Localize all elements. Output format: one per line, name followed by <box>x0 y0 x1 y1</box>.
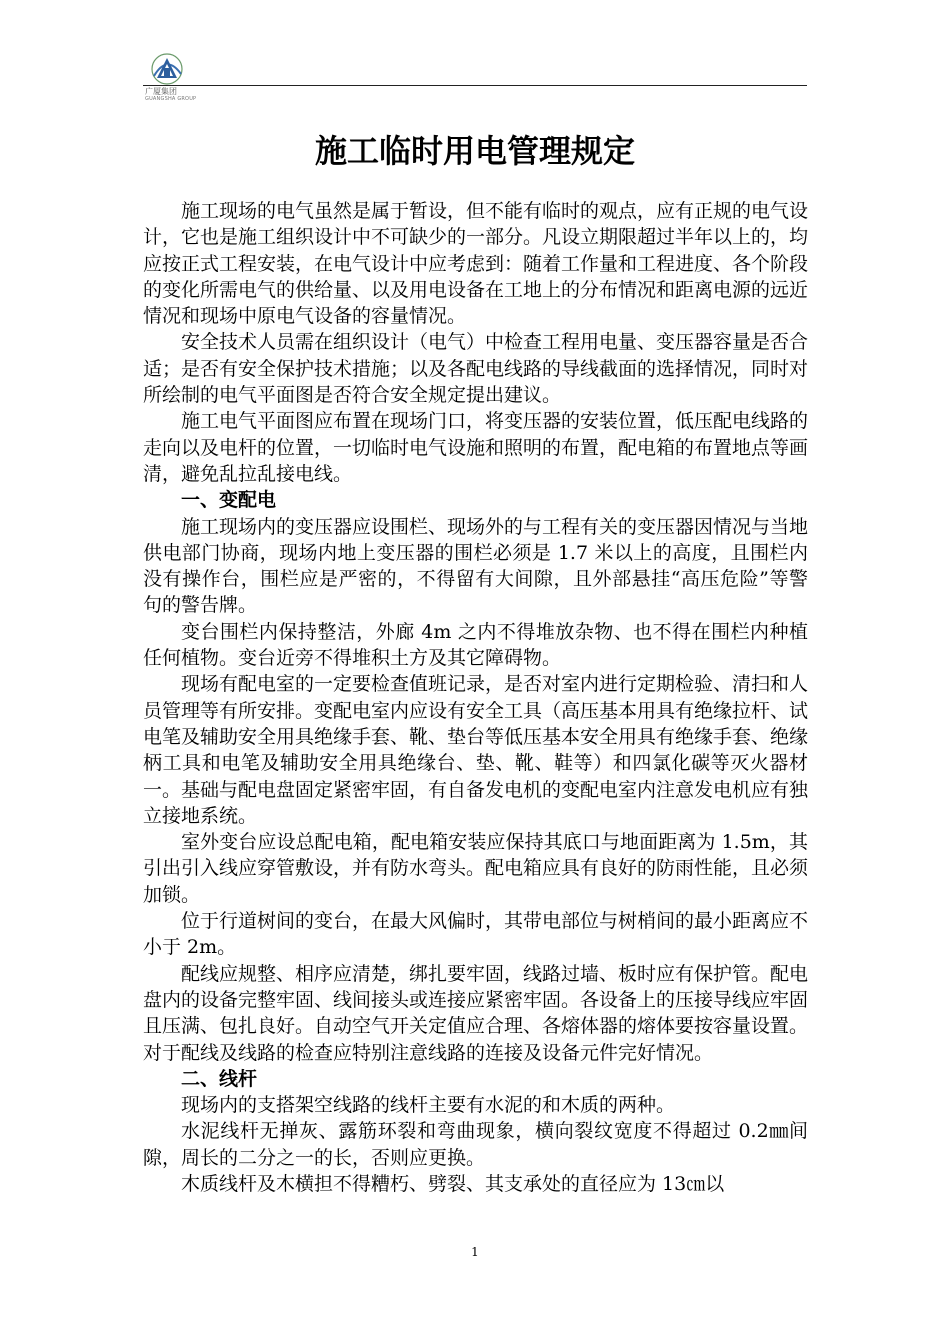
paragraph: 变台围栏内保持整洁，外廊 4m 之内不得堆放杂物、也不得在围栏内种植任何植物。变台近旁不得堆积土方及其它障碍物。 <box>143 620 808 670</box>
paragraph: 现场有配电室的一定要检查值班记录，是否对室内进行定期检验、清扫和人员管理等有所安排。变配电室内应设有安全工具（高压基本用具有绝缘拉杆、试电笔及辅助安全用具绝缘手套、靴、垫台等低压基本安全用具有绝缘手套、绝缘柄工具和电笔及辅助安全用具绝缘台、垫、靴、鞋等）和四氯化碳等灭火器材一。基础与配电盘固定紧密牢固，有自备发电机的变配电室内注意发电机应有独立接地系统。 <box>143 673 809 827</box>
page-number: 1 <box>471 1245 479 1259</box>
paragraph: 水泥线杆无掸灰、露筋环裂和弯曲现象，横向裂纹宽度不得超过 0.2㎜间隙，周长的二分之一的长，否则应更换。 <box>143 1120 808 1169</box>
page-title: 施工临时用电管理规定 <box>314 132 635 170</box>
paragraph: 现场内的支搭架空线路的线杆主要有水泥的和木质的两种。 <box>181 1094 676 1117</box>
paragraph: 安全技术人员需在组织设计（电气）中检查工程用电量、变压器容量是否合适；是否有安全保护技术措施；以及各配电线路的导线截面的选择情况，同时对所绘制的电气平面图是否符合安全规定提出建议。 <box>143 331 809 407</box>
guangsha-logo-icon <box>148 50 186 86</box>
paragraph: 施工电气平面图应布置在现场门口，将变压器的安装位置，低压配电线路的走向以及电杆的位置，一切临时电气设施和照明的布置，配电箱的布置地点等画清，避免乱拉乱接电线。 <box>143 410 809 485</box>
header-divider <box>143 85 807 86</box>
logo-subtext: GUANGSHA GROUP <box>145 96 197 102</box>
section-heading: 二、线杆 <box>181 1067 258 1090</box>
paragraph: 位于行道树间的变台，在最大风偏时，其带电部位与树梢间的最小距离应不小于 2m。 <box>143 910 809 959</box>
paragraph: 配线应规整、相序应清楚，绑扎要牢固，线路过墙、板时应有保护管。配电盘内的设备完整牢固、线间接头或连接应紧密牢固。各设备上的压接导线应牢固且压满、包扎良好。自动空气开关定值应合理、各熔体器的熔体要按容量设置。对于配线及线路的检查应特别注意线路的连接及设备元件完好情况。 <box>143 962 809 1064</box>
logo-text: 广厦集团 <box>145 87 177 96</box>
paragraph: 施工现场内的变压器应设围栏、现场外的与工程有关的变压器因情况与当地供电部门协商，现场内地上变压器的围栏必须是 1.7 米以上的高度，且围栏内没有操作台，围栏应是严密的，不得留有大间隙，且外部悬挂“高压危险”等警句的警告牌。 <box>143 515 809 617</box>
section-heading: 一、变配电 <box>181 489 277 512</box>
document-body <box>143 198 808 1197</box>
paragraph: 木质线杆及木横担不得糟朽、劈裂、其支承处的直径应为 13㎝以 <box>181 1172 725 1195</box>
paragraph: 施工现场的电气虽然是属于暂设，但不能有临时的观点，应有正规的电气设计，它也是施工组织设计中不可缺少的一部分。凡设立期限超过半年以上的，均应按正式工程安装，在电气设计中应考虑到：随着工作量和工程进度、各个阶段的变化所需电气的供给量、以及用电设备在工地上的分布情况和距离电源的远近情况和现场中原电气设备的容量情况。 <box>143 200 809 328</box>
company-logo <box>145 50 195 106</box>
paragraph: 室外变台应设总配电箱，配电箱安装应保持其底口与地面距离为 1.5m，其引出引入线应穿管敷设，并有防水弯头。配电箱应具有良好的防雨性能，且必须加锁。 <box>143 831 809 906</box>
